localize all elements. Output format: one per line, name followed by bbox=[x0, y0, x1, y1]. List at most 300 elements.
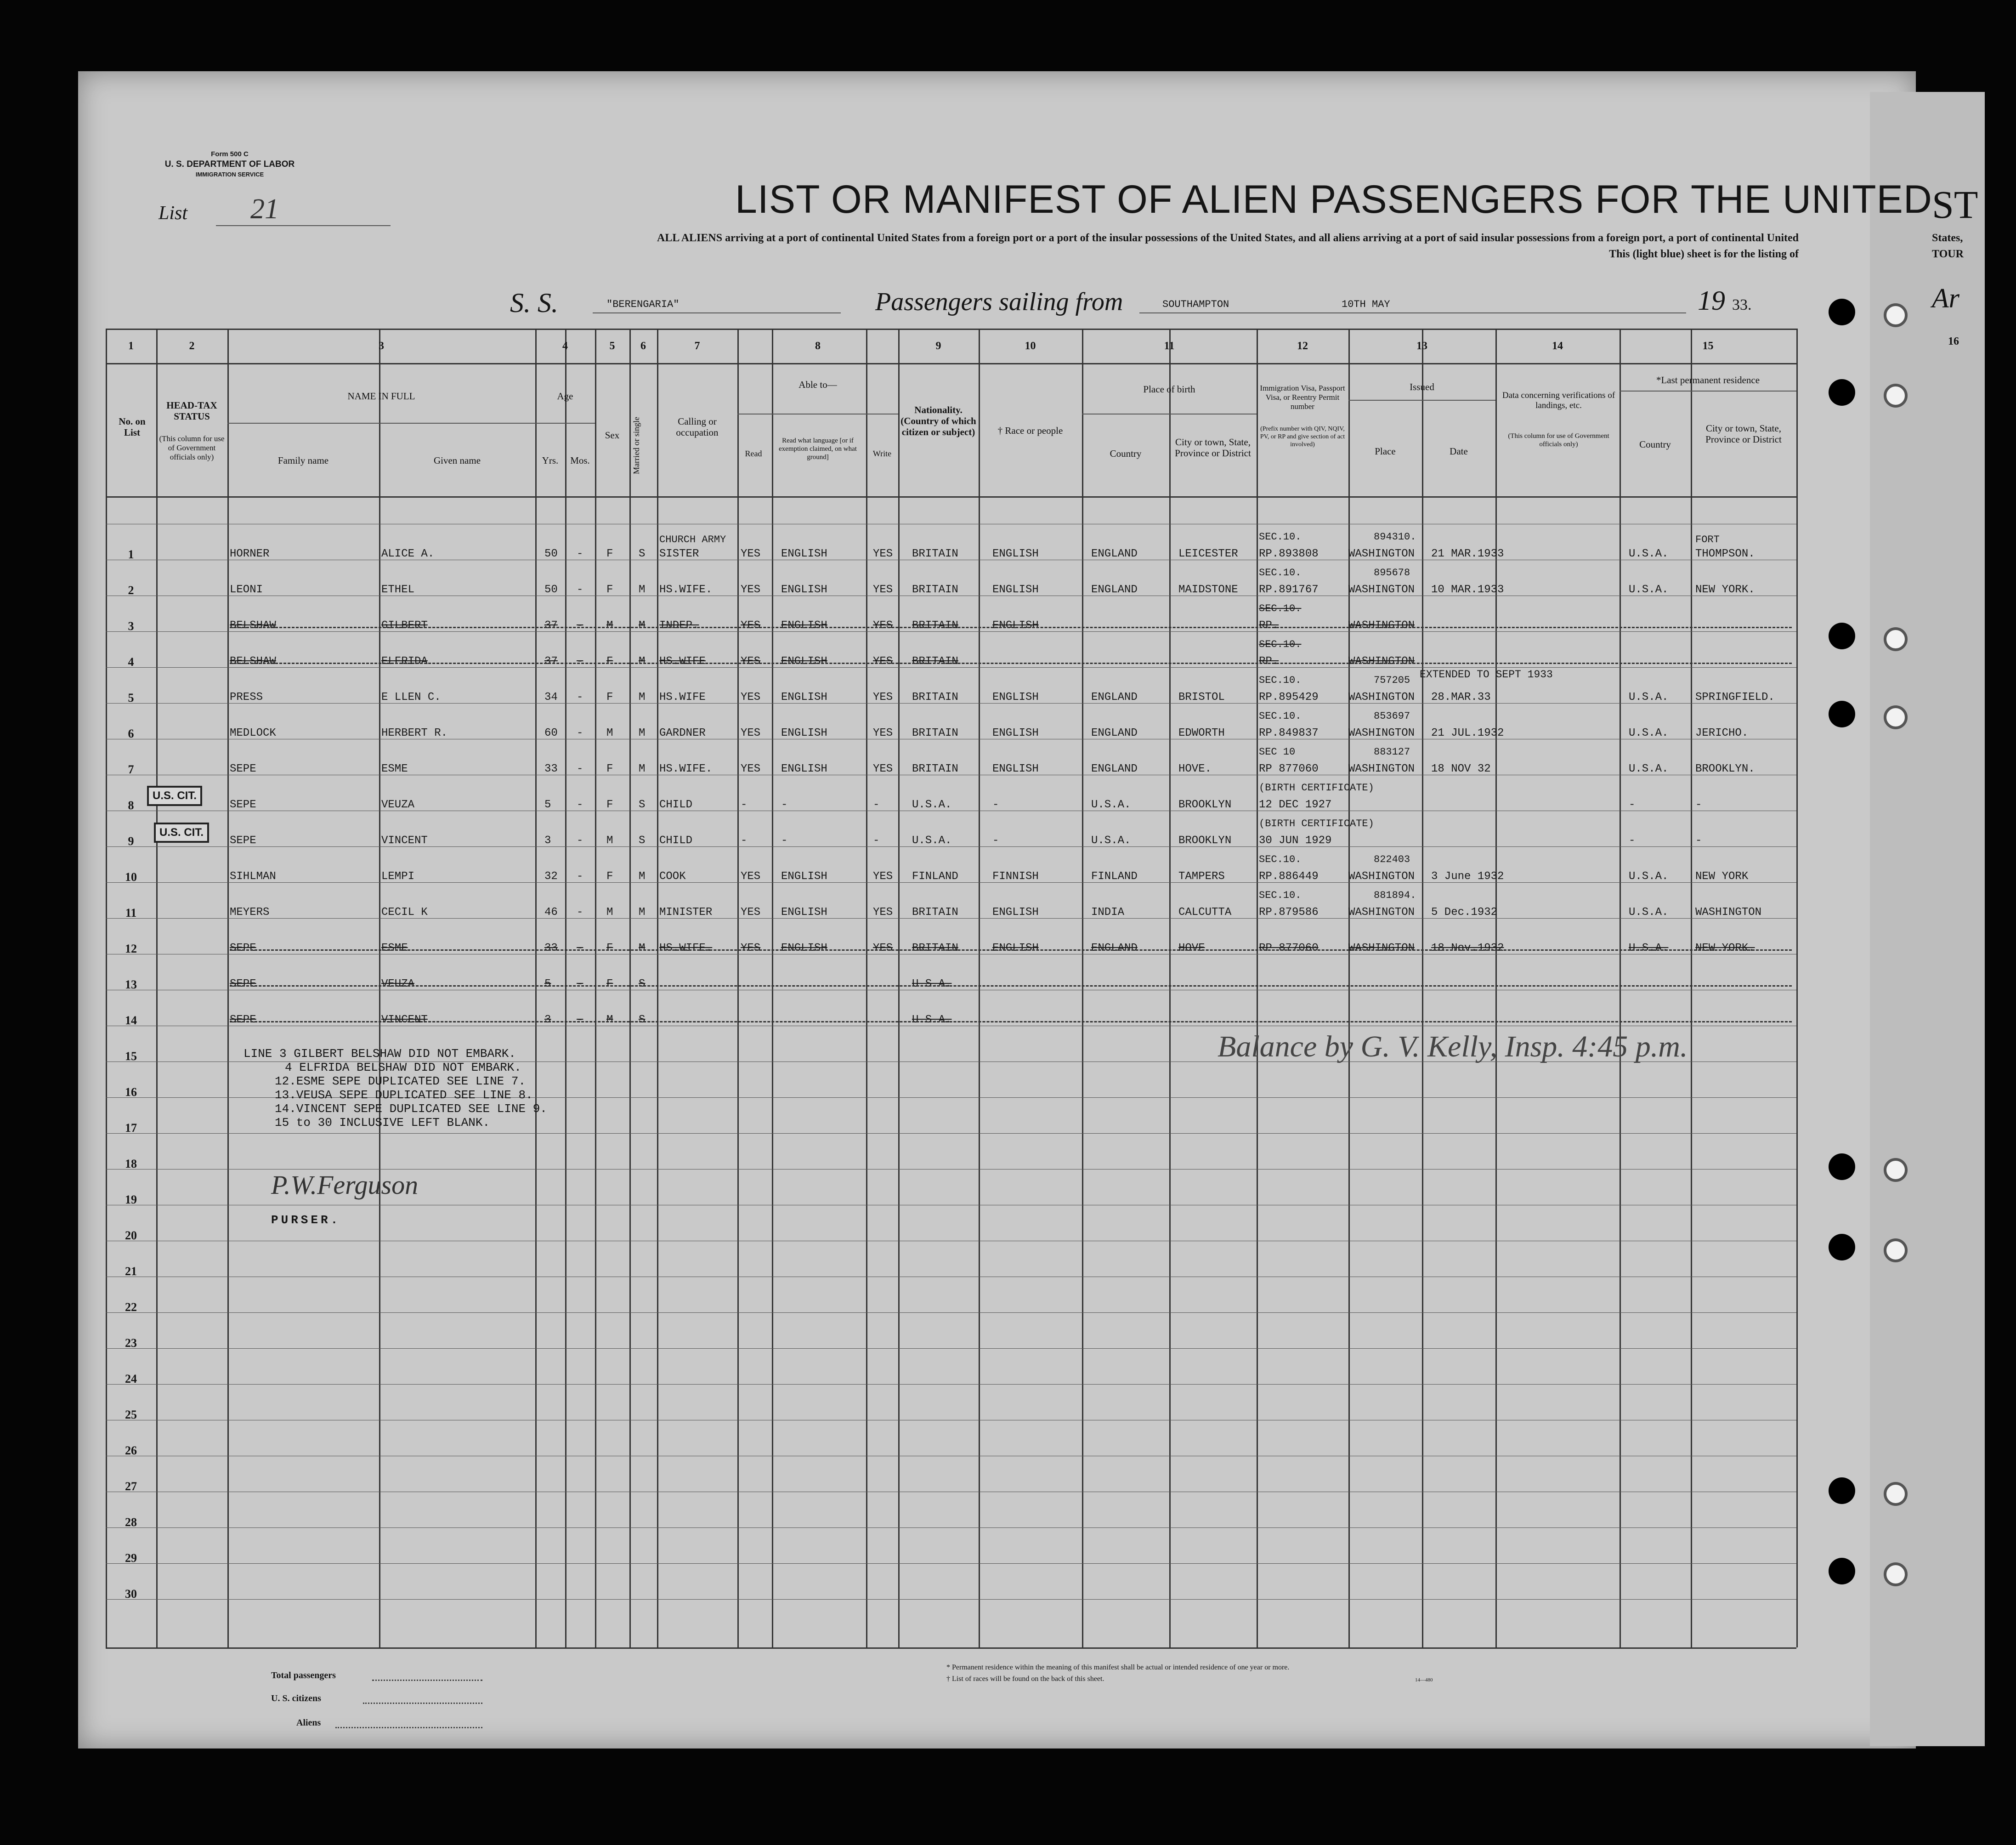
row-1-nationality: BRITAIN bbox=[912, 548, 958, 560]
row-number: 24 bbox=[125, 1372, 137, 1385]
row-7-nationality: BRITAIN bbox=[912, 763, 958, 775]
row-10-residence-city: NEW YORK bbox=[1695, 870, 1749, 883]
row-5-age-years: 34 bbox=[544, 691, 558, 704]
row-1-issued-place: WASHINGTON bbox=[1348, 548, 1415, 560]
row-5-occupation: HS.WIFE bbox=[659, 691, 706, 704]
row-line bbox=[106, 1312, 1796, 1313]
edge-sub-1: States, bbox=[1932, 232, 1963, 244]
row-2-residence-city: NEW YORK. bbox=[1695, 584, 1755, 596]
row-2-race: ENGLISH bbox=[992, 584, 1039, 596]
row-5-nationality: BRITAIN bbox=[912, 691, 958, 704]
row-7-residence-city: BROOKLYN. bbox=[1695, 763, 1755, 775]
row-7-age-months: - bbox=[577, 763, 583, 775]
grid-vline bbox=[979, 329, 980, 1647]
row-1-visa-number: RP.893808 bbox=[1259, 548, 1319, 560]
row-number: 7 bbox=[128, 763, 134, 776]
year-prefix: 19 bbox=[1698, 285, 1725, 316]
row-number: 4 bbox=[128, 655, 134, 669]
row-12-issued-place: WASHINGTON bbox=[1348, 942, 1415, 954]
hdr-able-to: Able to— bbox=[798, 379, 837, 390]
subheader-line bbox=[227, 423, 535, 424]
row-9-family-name: SEPE bbox=[230, 835, 256, 847]
row-10-nationality: FINLAND bbox=[912, 870, 958, 883]
row-number: 14 bbox=[125, 1014, 137, 1027]
row-number: 11 bbox=[125, 906, 137, 920]
purser-title: PURSER. bbox=[271, 1213, 341, 1227]
row-6-issued-number: 853697 bbox=[1374, 710, 1410, 722]
row-number: 5 bbox=[128, 691, 134, 704]
row-5-residence-country: U.S.A. bbox=[1629, 691, 1669, 704]
row-11-visa-number: RP.879586 bbox=[1259, 906, 1319, 919]
row-4-age-months: - bbox=[577, 655, 583, 668]
row-4-sex: F bbox=[606, 655, 613, 668]
punch-hole bbox=[1829, 1558, 1855, 1584]
footer-code: 14—480 bbox=[1415, 1677, 1433, 1683]
row-2-visa-number: RP.891767 bbox=[1259, 584, 1319, 596]
row-8-birth-city: BROOKLYN bbox=[1178, 799, 1232, 811]
row-1-residence-country: U.S.A. bbox=[1629, 548, 1669, 560]
row-number: 12 bbox=[125, 942, 137, 955]
row-number: 27 bbox=[125, 1480, 137, 1493]
hdr-read: Read bbox=[745, 449, 762, 458]
row-2-birth-city: MAIDSTONE bbox=[1178, 584, 1238, 596]
row-11-age-months: - bbox=[577, 906, 583, 919]
row-7-issued-place: WASHINGTON bbox=[1348, 763, 1415, 775]
ss-label: S. S. bbox=[510, 288, 558, 318]
col-num-13: 13 bbox=[1416, 340, 1427, 352]
hdr-place-of-birth: Place of birth bbox=[1143, 384, 1195, 395]
ship-underline bbox=[593, 312, 841, 313]
punch-hole bbox=[1829, 701, 1855, 727]
row-12-issued-date: 18 Nov.1932 bbox=[1431, 942, 1504, 954]
year-suffix: 33. bbox=[1732, 296, 1752, 313]
row-9-occupation: CHILD bbox=[659, 835, 693, 847]
grid-hline bbox=[106, 363, 1796, 364]
row-5-visa-number: RP.895429 bbox=[1259, 691, 1319, 704]
row-5-marital-status: M bbox=[639, 691, 646, 704]
row-14-sex: M bbox=[606, 1014, 613, 1026]
row-1-visa-section: SEC.10. bbox=[1259, 531, 1302, 543]
row-14-age-years: 3 bbox=[544, 1014, 551, 1026]
row-number: 21 bbox=[125, 1265, 137, 1278]
row-12-given-name: ESME bbox=[381, 942, 408, 954]
row-12-age-months: - bbox=[577, 942, 583, 954]
note-line-1: LINE 3 GILBERT BELSHAW DID NOT EMBARK. bbox=[244, 1047, 516, 1061]
row-12-can-write: YES bbox=[873, 942, 893, 954]
row-7-read-language: ENGLISH bbox=[781, 763, 827, 775]
row-2-given-name: ETHEL bbox=[381, 584, 415, 596]
row-9-visa-number: 30 JUN 1929 bbox=[1259, 835, 1332, 847]
row-13-marital-status: S bbox=[639, 978, 646, 990]
row-9-residence-country: - bbox=[1629, 835, 1636, 847]
row-4-age-years: 37 bbox=[544, 655, 558, 668]
row-6-age-years: 60 bbox=[544, 727, 558, 739]
grid-vline bbox=[1348, 329, 1350, 1647]
col-num-9: 9 bbox=[935, 340, 941, 352]
row-11-read-language: ENGLISH bbox=[781, 906, 827, 919]
row-number: 23 bbox=[125, 1336, 137, 1350]
row-5-given-name: E LLEN C. bbox=[381, 691, 441, 704]
punch-hole-ring bbox=[1884, 1238, 1908, 1262]
grid-vline bbox=[1169, 329, 1171, 1647]
row-line bbox=[106, 1133, 1796, 1134]
row-14-age-months: - bbox=[577, 1014, 583, 1026]
note-line-3: 12.ESME SEPE DUPLICATED SEE LINE 7. bbox=[275, 1074, 526, 1088]
row-12-occupation: HS.WIFE. bbox=[659, 942, 713, 954]
row-number: 3 bbox=[128, 619, 134, 633]
row-11-issued-place: WASHINGTON bbox=[1348, 906, 1415, 919]
hdr-age: Age bbox=[557, 391, 573, 402]
row-8-occupation: CHILD bbox=[659, 799, 693, 811]
row-4-visa-section: SEC.10. bbox=[1259, 639, 1302, 650]
row-7-can-write: YES bbox=[873, 763, 893, 775]
row-5-age-months: - bbox=[577, 691, 583, 704]
row-4-can-read: YES bbox=[741, 655, 761, 668]
row-10-can-write: YES bbox=[873, 870, 893, 883]
row-2-issued-place: WASHINGTON bbox=[1348, 584, 1415, 596]
row-10-marital-status: M bbox=[639, 870, 646, 883]
row-number: 19 bbox=[125, 1193, 137, 1206]
row-line bbox=[106, 1563, 1796, 1564]
row-11-race: ENGLISH bbox=[992, 906, 1039, 919]
row-2-occupation: HS.WIFE. bbox=[659, 584, 713, 596]
col-num-3: 3 bbox=[379, 340, 384, 352]
row-7-birth-city: HOVE. bbox=[1178, 763, 1212, 775]
hdr-sex: Sex bbox=[605, 430, 620, 441]
department: U. S. DEPARTMENT OF LABOR bbox=[164, 159, 295, 169]
row-13-age-months: - bbox=[577, 978, 583, 990]
row-1-age-months: - bbox=[577, 548, 583, 560]
row-8-read-language: - bbox=[781, 799, 788, 811]
row-12-age-years: 33 bbox=[544, 942, 558, 954]
row-number: 6 bbox=[128, 727, 134, 740]
row-10-age-years: 32 bbox=[544, 870, 558, 883]
row-11-birth-city: CALCUTTA bbox=[1178, 906, 1232, 919]
row-12-nationality: BRITAIN bbox=[912, 942, 958, 954]
row-14-given-name: VINCENT bbox=[381, 1014, 428, 1026]
grid-vline bbox=[737, 329, 739, 1647]
row-6-family-name: MEDLOCK bbox=[230, 727, 276, 739]
row-10-age-months: - bbox=[577, 870, 583, 883]
row-number: 15 bbox=[125, 1050, 137, 1063]
col-num-14: 14 bbox=[1552, 340, 1563, 352]
footer-us-citizens: U. S. citizens bbox=[271, 1693, 321, 1703]
row-6-issued-place: WASHINGTON bbox=[1348, 727, 1415, 739]
row-6-marital-status: M bbox=[639, 727, 646, 739]
row-2-issued-date: 10 MAR.1933 bbox=[1431, 584, 1504, 596]
punch-hole-ring bbox=[1884, 1562, 1908, 1586]
row-number: 22 bbox=[125, 1300, 137, 1314]
row-5-residence-city: SPRINGFIELD. bbox=[1695, 691, 1775, 704]
row-4-nationality: BRITAIN bbox=[912, 655, 958, 668]
row-5-can-read: YES bbox=[741, 691, 761, 704]
row-5-issued-place: WASHINGTON bbox=[1348, 691, 1415, 704]
punch-hole bbox=[1829, 1153, 1855, 1180]
row-13-nationality: U.S.A. bbox=[912, 978, 952, 990]
row-12-birth-city: HOVE bbox=[1178, 942, 1205, 954]
grid-vline bbox=[565, 329, 566, 1647]
row-8-age-years: 5 bbox=[544, 799, 551, 811]
row-2-issued-number: 895678 bbox=[1374, 567, 1410, 579]
row-2-visa-section: SEC.10. bbox=[1259, 567, 1302, 579]
row-3-read-language: ENGLISH bbox=[781, 619, 827, 632]
row-5-visa-section: SEC.10. bbox=[1259, 675, 1302, 686]
row-9-birth-city: BROOKLYN bbox=[1178, 835, 1232, 847]
row-1-marital-status: S bbox=[639, 548, 646, 560]
row-number: 28 bbox=[125, 1516, 137, 1529]
note-line-4: 13.VEUSA SEPE DUPLICATED SEE LINE 8. bbox=[275, 1088, 533, 1102]
row-4-occupation: HS.WIFE bbox=[659, 655, 706, 668]
row-number: 17 bbox=[125, 1121, 137, 1135]
edge-sub-2: TOUR bbox=[1932, 248, 1964, 260]
row-9-sex: M bbox=[606, 835, 613, 847]
row-1-residence-city: THOMPSON. bbox=[1695, 548, 1755, 560]
row-1-age-years: 50 bbox=[544, 548, 558, 560]
row-5-issued-number: 757205 bbox=[1374, 675, 1410, 686]
punch-hole bbox=[1829, 1477, 1855, 1504]
row-4-marital-status: M bbox=[639, 655, 646, 668]
subheader-line bbox=[535, 423, 595, 424]
note-line-5: 14.VINCENT SEPE DUPLICATED SEE LINE 9. bbox=[275, 1102, 547, 1116]
row-1-occupation: SISTER bbox=[659, 548, 699, 560]
row-10-race: FINNISH bbox=[992, 870, 1039, 883]
punch-hole-ring bbox=[1884, 1482, 1908, 1506]
row-6-issued-date: 21 JUL.1932 bbox=[1431, 727, 1504, 739]
row-8-race: - bbox=[992, 799, 999, 811]
grid-vline bbox=[772, 329, 773, 1647]
row-1-residence-city-line-1: FORT bbox=[1695, 534, 1720, 545]
row-8-visa-number: 12 DEC 1927 bbox=[1259, 799, 1332, 811]
row-6-age-months: - bbox=[577, 727, 583, 739]
hdr-given-name: Given name bbox=[433, 455, 481, 466]
row-10-birth-city: TAMPERS bbox=[1178, 870, 1225, 883]
hdr-yrs: Yrs. bbox=[542, 455, 559, 466]
row-12-race: ENGLISH bbox=[992, 942, 1039, 954]
row-11-occupation: MINISTER bbox=[659, 906, 713, 919]
hdr-no-on-list: No. on List bbox=[119, 416, 146, 438]
row-3-can-read: YES bbox=[741, 619, 761, 632]
row-8-marital-status: S bbox=[639, 799, 646, 811]
row-10-issued-number: 822403 bbox=[1374, 854, 1410, 865]
row-6-given-name: HERBERT R. bbox=[381, 727, 448, 739]
row-2-sex: F bbox=[606, 584, 613, 596]
row-10-issued-place: WASHINGTON bbox=[1348, 870, 1415, 883]
row-6-birth-city: EDWORTH bbox=[1178, 727, 1225, 739]
row-10-family-name: SIHLMAN bbox=[230, 870, 276, 883]
col-num-2: 2 bbox=[189, 340, 195, 352]
hdr-birth-country: Country bbox=[1110, 448, 1142, 459]
ship-name: "BERENGARIA" bbox=[606, 299, 680, 310]
row-number: 1 bbox=[128, 548, 134, 561]
row-5-sex: F bbox=[606, 691, 613, 704]
hdr-issued: Issued bbox=[1410, 381, 1434, 392]
row-10-issued-date: 3 June 1932 bbox=[1431, 870, 1504, 883]
service: IMMIGRATION SERVICE bbox=[195, 171, 264, 178]
row-7-visa-section: SEC 10 bbox=[1259, 746, 1296, 758]
hdr-last-residence: *Last permanent residence bbox=[1656, 375, 1760, 386]
row-10-occupation: COOK bbox=[659, 870, 686, 883]
row-5-issued-date: 28.MAR.33 bbox=[1431, 691, 1491, 704]
hdr-head-tax-note: (This column for use of Government officials only) bbox=[159, 434, 225, 461]
row-12-visa-number: RP 877060 bbox=[1259, 942, 1319, 954]
row-9-read-language: - bbox=[781, 835, 788, 847]
row-7-marital-status: M bbox=[639, 763, 646, 775]
row-2-marital-status: M bbox=[639, 584, 646, 596]
row-8-residence-country: - bbox=[1629, 799, 1636, 811]
row-number: 18 bbox=[125, 1157, 137, 1170]
hdr-write: Write bbox=[872, 449, 892, 458]
row-12-family-name: SEPE bbox=[230, 942, 256, 954]
row-12-read-language: ENGLISH bbox=[781, 942, 827, 954]
subtitle-2: This (light blue) sheet is for the listing of bbox=[1609, 248, 1799, 260]
row-3-race: ENGLISH bbox=[992, 619, 1039, 632]
row-12-birth-country: ENGLAND bbox=[1091, 942, 1138, 954]
grid-vline bbox=[156, 329, 158, 1647]
punch-hole bbox=[1829, 1234, 1855, 1260]
sailing-label: Passengers sailing from bbox=[875, 288, 1123, 316]
row-6-can-write: YES bbox=[873, 727, 893, 739]
row-1-family-name: HORNER bbox=[230, 548, 270, 560]
row-13-given-name: VEUZA bbox=[381, 978, 415, 990]
edge-title: ST bbox=[1932, 182, 1978, 227]
row-4-visa-number: RP. bbox=[1259, 655, 1279, 668]
page-title: LIST OR MANIFEST OF ALIEN PASSENGERS FOR THE UNITED bbox=[735, 177, 1933, 221]
row-8-can-write: - bbox=[873, 799, 880, 811]
punch-hole bbox=[1829, 623, 1855, 649]
hdr-name-in-full: NAME IN FULL bbox=[347, 391, 415, 402]
row-6-read-language: ENGLISH bbox=[781, 727, 827, 739]
row-8-age-months: - bbox=[577, 799, 583, 811]
row-5-birth-city: BRISTOL bbox=[1178, 691, 1225, 704]
note-line-6: 15 to 30 INCLUSIVE LEFT BLANK. bbox=[275, 1116, 490, 1130]
row-8-can-read: - bbox=[741, 799, 748, 811]
row-10-can-read: YES bbox=[741, 870, 761, 883]
list-number: 21 bbox=[250, 193, 279, 225]
row-11-issued-number: 881894. bbox=[1374, 890, 1416, 901]
grid-vline bbox=[379, 329, 380, 1647]
punch-hole bbox=[1829, 379, 1855, 406]
row-4-given-name: ELFRIDA bbox=[381, 655, 428, 668]
row-7-residence-country: U.S.A. bbox=[1629, 763, 1669, 775]
row-14-family-name: SEPE bbox=[230, 1014, 256, 1026]
col-num-10: 10 bbox=[1025, 340, 1036, 352]
edge-ar: Ar bbox=[1932, 283, 1959, 313]
row-3-sex: M bbox=[606, 619, 613, 632]
row-7-race: ENGLISH bbox=[992, 763, 1039, 775]
row-2-can-read: YES bbox=[741, 584, 761, 596]
row-6-visa-section: SEC.10. bbox=[1259, 710, 1302, 722]
row-9-race: - bbox=[992, 835, 999, 847]
row-11-marital-status: M bbox=[639, 906, 646, 919]
col-num-15: 15 bbox=[1702, 340, 1714, 352]
row-9-can-write: - bbox=[873, 835, 880, 847]
row-1-birth-city: LEICESTER bbox=[1178, 548, 1238, 560]
row-12-residence-city: NEW YORK. bbox=[1695, 942, 1755, 954]
row-13-age-years: 5 bbox=[544, 978, 551, 990]
col-num-8: 8 bbox=[815, 340, 821, 352]
row-5-can-write: YES bbox=[873, 691, 893, 704]
hdr-calling: Calling or occupation bbox=[676, 416, 719, 438]
grid-vline bbox=[898, 329, 900, 1647]
row-line bbox=[106, 1384, 1796, 1385]
row-6-can-read: YES bbox=[741, 727, 761, 739]
row-3-occupation: INDEP. bbox=[659, 619, 699, 632]
grid-vline bbox=[657, 329, 658, 1647]
row-9-age-months: - bbox=[577, 835, 583, 847]
purser-signature: P.W.Ferguson bbox=[271, 1170, 419, 1200]
row-10-read-language: ENGLISH bbox=[781, 870, 827, 883]
hdr-mos: Mos. bbox=[570, 455, 590, 466]
row-6-occupation: GARDNER bbox=[659, 727, 706, 739]
extension-note: EXTENDED TO SEPT 1933 bbox=[1420, 669, 1553, 681]
row-11-family-name: MEYERS bbox=[230, 906, 270, 919]
grid-vline bbox=[866, 329, 867, 1647]
row-6-race: ENGLISH bbox=[992, 727, 1039, 739]
note-line-2: 4 ELFRIDA BELSHAW DID NOT EMBARK. bbox=[285, 1061, 521, 1074]
punch-hole-ring bbox=[1884, 303, 1908, 327]
row-2-residence-country: U.S.A. bbox=[1629, 584, 1669, 596]
grid-vline bbox=[1082, 329, 1083, 1647]
row-11-sex: M bbox=[606, 906, 613, 919]
port-name: SOUTHAMPTON bbox=[1162, 299, 1229, 310]
row-4-issued-place: WASHINGTON bbox=[1348, 655, 1415, 668]
row-11-visa-section: SEC.10. bbox=[1259, 890, 1302, 901]
row-9-visa-section: (BIRTH CERTIFICATE) bbox=[1259, 818, 1374, 829]
row-2-age-months: - bbox=[577, 584, 583, 596]
hdr-married: Married or single bbox=[632, 417, 641, 475]
row-10-birth-country: FINLAND bbox=[1091, 870, 1138, 883]
sailing-date: 10TH MAY bbox=[1342, 299, 1390, 310]
row-number: 26 bbox=[125, 1444, 137, 1457]
footer-total-passengers: Total passengers bbox=[271, 1670, 336, 1680]
subheader-line bbox=[1348, 400, 1495, 401]
row-8-family-name: SEPE bbox=[230, 799, 256, 811]
col-num-7: 7 bbox=[694, 340, 700, 352]
row-6-sex: M bbox=[606, 727, 613, 739]
hdr-birth-city: City or town, State, Province or District bbox=[1175, 437, 1251, 459]
row-8-residence-city: - bbox=[1695, 799, 1702, 811]
row-line bbox=[106, 1348, 1796, 1349]
footer-dots-3 bbox=[335, 1727, 482, 1728]
subtitle: ALL ALIENS arriving at a port of continental United States from a foreign port or a port of the insular possessions of the United States, and all aliens arriving at a port of said insular possessions from a foreign port, a port of continental United bbox=[657, 232, 1799, 244]
row-9-nationality: U.S.A. bbox=[912, 835, 952, 847]
footer-dots-1 bbox=[372, 1680, 482, 1681]
row-2-birth-country: ENGLAND bbox=[1091, 584, 1138, 596]
row-9-given-name: VINCENT bbox=[381, 835, 428, 847]
row-10-given-name: LEMPI bbox=[381, 870, 415, 883]
row-7-given-name: ESME bbox=[381, 763, 408, 775]
hdr-head-tax: HEAD-TAX STATUS bbox=[166, 400, 217, 422]
row-2-nationality: BRITAIN bbox=[912, 584, 958, 596]
grid-vline bbox=[1620, 329, 1621, 1647]
row-number: 9 bbox=[128, 835, 134, 848]
footnote-residence: * Permanent residence within the meaning of this manifest shall be actual or intended residence of one year or more. bbox=[946, 1663, 1290, 1671]
row-4-family-name: BELSHAW bbox=[230, 655, 276, 668]
row-11-residence-city: WASHINGTON bbox=[1695, 906, 1762, 919]
row-2-can-write: YES bbox=[873, 584, 893, 596]
row-number: 2 bbox=[128, 584, 134, 597]
row-7-visa-number: RP 877060 bbox=[1259, 763, 1319, 775]
row-1-occupation-line-1: CHURCH ARMY bbox=[659, 534, 726, 545]
row-1-race: ENGLISH bbox=[992, 548, 1039, 560]
row-9-can-read: - bbox=[741, 835, 748, 847]
row-6-visa-number: RP.849837 bbox=[1259, 727, 1319, 739]
punch-hole-ring bbox=[1884, 1158, 1908, 1182]
col-num-1: 1 bbox=[128, 340, 134, 352]
row-number: 8 bbox=[128, 799, 134, 812]
col-num-5: 5 bbox=[609, 340, 615, 352]
row-6-birth-country: ENGLAND bbox=[1091, 727, 1138, 739]
